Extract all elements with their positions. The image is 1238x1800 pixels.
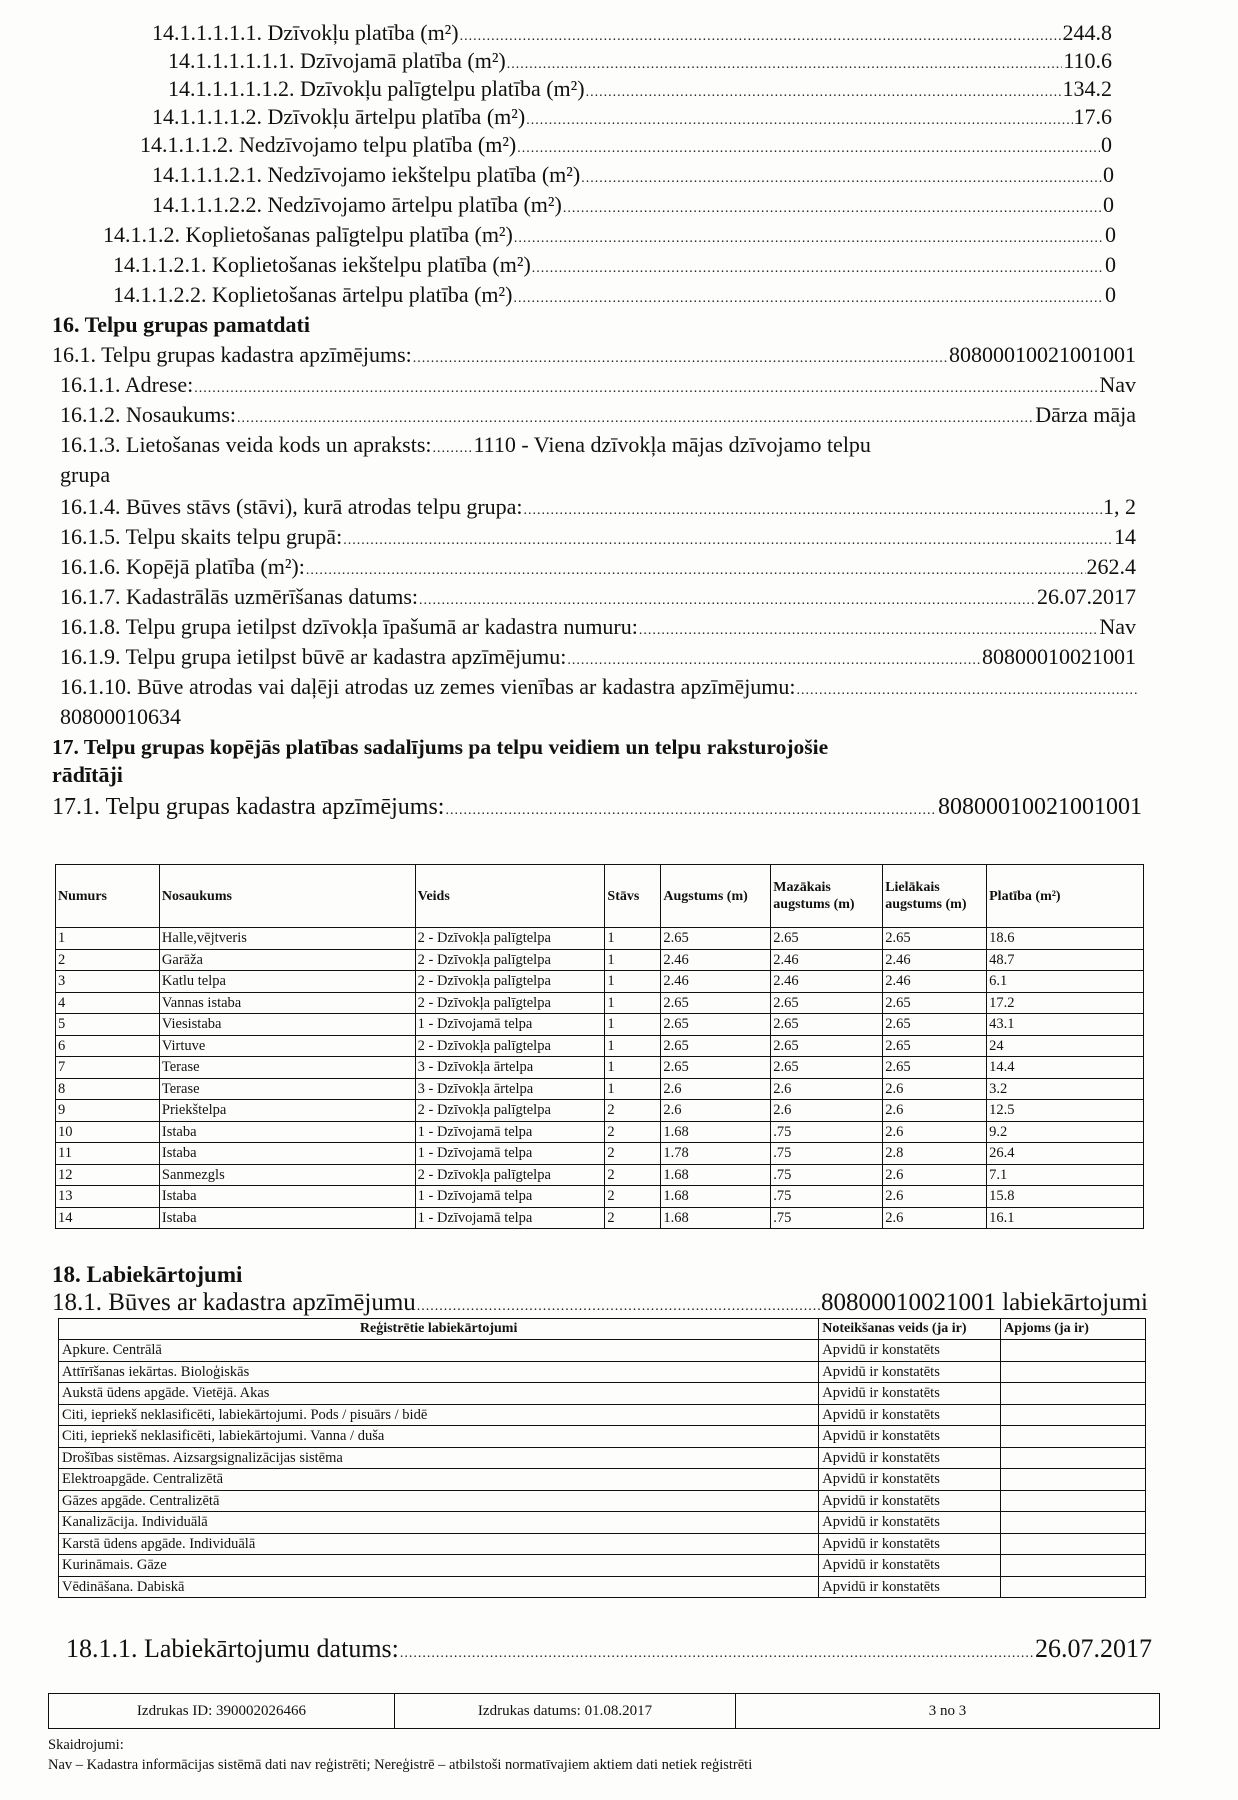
- table-cell: Apvidū ir konstatēts: [819, 1555, 1001, 1577]
- table-cell: [1001, 1447, 1146, 1469]
- line-label: 16.1.10. Būve atrodas vai daļēji atrodas uz zemes vienības ar kadastra apzīmējumu:: [60, 674, 796, 699]
- table-row: [56, 1100, 1144, 1122]
- table-row: [56, 1143, 1144, 1165]
- line-label: 18.1. Būves ar kadastra apzīmējumu: [52, 1289, 416, 1316]
- table-cell: 6: [56, 1035, 160, 1057]
- line-value: 0: [1101, 132, 1112, 157]
- table-cell: 2.46: [771, 949, 883, 971]
- leader-line: [60, 432, 1136, 462]
- line-value: 110.6: [1063, 48, 1112, 73]
- table-cell: 26.4: [987, 1143, 1144, 1165]
- table-cell: 1 - Dzīvojamā telpa: [415, 1121, 605, 1143]
- section-17-heading: 17. Telpu grupas kopējās platības sadalījums pa telpu veidiem un telpu raksturojošie: [52, 735, 829, 759]
- column-header: Reģistrētie labiekārtojumi: [59, 1319, 819, 1340]
- line-label: 16.1.9. Telpu grupa ietilpst būvē ar kadastra apzīmējumu:: [60, 644, 567, 669]
- table-cell: 1: [605, 971, 661, 993]
- notes-text: Nav – Kadastra informācijas sistēmā dati nav reģistrēti; Nereģistrē – atbilstoši normatīvajiem aktiem dati netiek reģistrēti: [48, 1757, 753, 1773]
- column-header: Apjoms (ja ir): [1001, 1319, 1146, 1340]
- line-label: 14.1.1.1.2.1. Nedzīvojamo iekštelpu platība (m²): [152, 162, 581, 187]
- table-cell: Katlu telpa: [159, 971, 415, 993]
- table-cell: 2 - Dzīvokļa palīgtelpa: [415, 949, 605, 971]
- table-cell: 12.5: [987, 1100, 1144, 1122]
- table-cell: Terase: [159, 1057, 415, 1079]
- table-cell: Karstā ūdens apgāde. Individuālā: [59, 1533, 819, 1555]
- table-cell: Apvidū ir konstatēts: [819, 1404, 1001, 1426]
- table-cell: 2.6: [883, 1164, 987, 1186]
- table-cell: 2.46: [883, 949, 987, 971]
- table-row: [59, 1340, 1146, 1362]
- table-cell: Halle,vējtveris: [159, 928, 415, 950]
- print-id: Izdrukas ID: 390002026466: [49, 1694, 395, 1728]
- table-cell: 1 - Dzīvojamā telpa: [415, 1014, 605, 1036]
- table-cell: 2.65: [771, 1035, 883, 1057]
- line-label: 16.1.8. Telpu grupa ietilpst dzīvokļa īpašumā ar kadastra numuru:: [60, 614, 638, 639]
- line-value: 14: [1114, 524, 1136, 549]
- table-cell: 2.6: [883, 1078, 987, 1100]
- column-header: Noteikšanas veids (ja ir): [819, 1319, 1001, 1340]
- table-cell: Kanalizācija. Individuālā: [59, 1512, 819, 1534]
- table-cell: 18.6: [987, 928, 1144, 950]
- table-cell: 2.65: [771, 1014, 883, 1036]
- leader-line: [140, 132, 1112, 162]
- table-cell: Istaba: [159, 1207, 415, 1229]
- column-header: Augstums (m): [661, 865, 771, 928]
- table-cell: Apvidū ir konstatēts: [819, 1361, 1001, 1383]
- column-header: Lielākais augstums (m): [883, 865, 987, 928]
- table-cell: 1.68: [661, 1121, 771, 1143]
- leader-line: [152, 162, 1114, 192]
- table-cell: 1 - Dzīvojamā telpa: [415, 1143, 605, 1165]
- table-cell: 2.46: [883, 971, 987, 993]
- leader-line: [60, 372, 1136, 402]
- leader-line: [60, 554, 1136, 584]
- table-cell: .75: [771, 1121, 883, 1143]
- table-cell: 1: [605, 949, 661, 971]
- table-cell: 2.6: [661, 1078, 771, 1100]
- column-header: Mazākais augstums (m): [771, 865, 883, 928]
- section-16-heading: 16. Telpu grupas pamatdati: [52, 312, 310, 337]
- table-cell: Sanmezgls: [159, 1164, 415, 1186]
- table-row: [59, 1533, 1146, 1555]
- table-row: [56, 928, 1144, 950]
- table-cell: .75: [771, 1186, 883, 1208]
- table-cell: 2.46: [661, 971, 771, 993]
- leader-line: [52, 342, 1136, 372]
- table-cell: Apvidū ir konstatēts: [819, 1447, 1001, 1469]
- table-cell: 2 - Dzīvokļa palīgtelpa: [415, 971, 605, 993]
- column-header: Stāvs: [605, 865, 661, 928]
- table-cell: Aukstā ūdens apgāde. Vietējā. Akas: [59, 1383, 819, 1405]
- table-row: [59, 1555, 1146, 1577]
- table-row: [59, 1426, 1146, 1448]
- table-cell: [1001, 1404, 1146, 1426]
- table-cell: 2.65: [883, 992, 987, 1014]
- table-row: [56, 992, 1144, 1014]
- line-value: 0: [1105, 252, 1116, 277]
- table-cell: 7: [56, 1057, 160, 1079]
- line-label: 14.1.1.1.1.1. Dzīvokļu platība (m²): [152, 20, 459, 45]
- table-cell: 2 - Dzīvokļa palīgtelpa: [415, 928, 605, 950]
- line-value: 1, 2: [1103, 494, 1136, 519]
- table-cell: 14: [56, 1207, 160, 1229]
- line-value: 26.07.2017: [1035, 1634, 1152, 1663]
- column-header: Platība (m²): [987, 865, 1144, 928]
- line-value: 26.07.2017: [1037, 584, 1136, 609]
- line-value: Nav: [1099, 614, 1136, 639]
- print-date: Izdrukas datums: 01.08.2017: [395, 1694, 736, 1728]
- leader-line: [60, 402, 1136, 432]
- table-cell: Apvidū ir konstatēts: [819, 1490, 1001, 1512]
- table-cell: 1.68: [661, 1186, 771, 1208]
- table-row: [56, 1057, 1144, 1079]
- table-cell: Istaba: [159, 1186, 415, 1208]
- table-cell: 2.65: [883, 1057, 987, 1079]
- leader-line: [168, 48, 1112, 78]
- table-cell: 3 - Dzīvokļa ārtelpa: [415, 1078, 605, 1100]
- table-cell: 2 - Dzīvokļa palīgtelpa: [415, 1035, 605, 1057]
- table-cell: 2.46: [771, 971, 883, 993]
- table-row: [59, 1490, 1146, 1512]
- table-cell: [1001, 1512, 1146, 1534]
- table-cell: 8: [56, 1078, 160, 1100]
- line-continuation: grupa: [60, 462, 111, 487]
- table-cell: 1 - Dzīvojamā telpa: [415, 1207, 605, 1229]
- notes-title: Skaidrojumi:: [48, 1737, 124, 1753]
- line-label: 14.1.1.2. Koplietošanas palīgtelpu platība (m²): [103, 222, 513, 247]
- table-cell: [1001, 1533, 1146, 1555]
- table-cell: [1001, 1469, 1146, 1491]
- line-label: 16.1. Telpu grupas kadastra apzīmējums:: [52, 342, 412, 367]
- print-footer: [48, 1693, 1160, 1729]
- line-label: 14.1.1.1.1.2. Dzīvokļu ārtelpu platība (m²): [152, 104, 526, 129]
- table-cell: Priekštelpa: [159, 1100, 415, 1122]
- table-cell: Viesistaba: [159, 1014, 415, 1036]
- table-row: [56, 1164, 1144, 1186]
- table-cell: 3.2: [987, 1078, 1144, 1100]
- table-cell: 1: [605, 992, 661, 1014]
- table-cell: Apvidū ir konstatēts: [819, 1383, 1001, 1405]
- equipment-table: [58, 1318, 1146, 1598]
- table-cell: Apvidū ir konstatēts: [819, 1512, 1001, 1534]
- table-row: [56, 1035, 1144, 1057]
- table-cell: 2.65: [883, 1014, 987, 1036]
- table-cell: .75: [771, 1207, 883, 1229]
- table-cell: Terase: [159, 1078, 415, 1100]
- table-cell: 5: [56, 1014, 160, 1036]
- table-cell: 2: [56, 949, 160, 971]
- table-cell: 11: [56, 1143, 160, 1165]
- table-cell: Apkure. Centrālā: [59, 1340, 819, 1362]
- leader-line: [60, 524, 1136, 554]
- table-cell: Apvidū ir konstatēts: [819, 1469, 1001, 1491]
- line-label: 17.1. Telpu grupas kadastra apzīmējums:: [52, 794, 445, 820]
- table-cell: 10: [56, 1121, 160, 1143]
- table-cell: 16.1: [987, 1207, 1144, 1229]
- table-cell: 2.65: [883, 928, 987, 950]
- table-cell: 1.68: [661, 1164, 771, 1186]
- table-cell: 1: [605, 928, 661, 950]
- leader-line: [152, 20, 1112, 50]
- table-cell: 2.6: [883, 1186, 987, 1208]
- table-cell: 1.68: [661, 1207, 771, 1229]
- table-row: [56, 1078, 1144, 1100]
- line-label: 14.1.1.1.2. Nedzīvojamo telpu platība (m²): [140, 132, 517, 157]
- table-cell: [1001, 1490, 1146, 1512]
- table-cell: 48.7: [987, 949, 1144, 971]
- table-row: [56, 1186, 1144, 1208]
- line-value: 17.6: [1073, 104, 1112, 129]
- table-cell: 7.1: [987, 1164, 1144, 1186]
- table-cell: 2.65: [661, 1057, 771, 1079]
- table-cell: 2.65: [771, 1057, 883, 1079]
- leader-line: [60, 584, 1136, 614]
- table-cell: Virtuve: [159, 1035, 415, 1057]
- table-cell: 1 - Dzīvojamā telpa: [415, 1186, 605, 1208]
- leader-line: [52, 794, 1142, 824]
- table-row: [59, 1576, 1146, 1598]
- table-cell: 2.8: [883, 1143, 987, 1165]
- table-cell: 1: [605, 1035, 661, 1057]
- table-cell: 2.6: [883, 1100, 987, 1122]
- table-cell: Vēdināšana. Dabiskā: [59, 1576, 819, 1598]
- table-cell: 12: [56, 1164, 160, 1186]
- line-label: 16.1.6. Kopējā platība (m²):: [60, 554, 305, 579]
- table-cell: 14.4: [987, 1057, 1144, 1079]
- table-cell: Citi, iepriekš neklasificēti, labiekārtojumi. Pods / pisuārs / bidē: [59, 1404, 819, 1426]
- line-label: 16.1.5. Telpu skaits telpu grupā:: [60, 524, 343, 549]
- table-cell: Attīrīšanas iekārtas. Bioloģiskās: [59, 1361, 819, 1383]
- line-value: 134.2: [1062, 76, 1112, 101]
- table-cell: 13: [56, 1186, 160, 1208]
- line-value: 0: [1103, 162, 1114, 187]
- table-cell: .75: [771, 1143, 883, 1165]
- table-cell: [1001, 1576, 1146, 1598]
- line-continuation: 80800010634: [60, 704, 181, 729]
- line-value: 262.4: [1086, 554, 1136, 579]
- table-cell: 2.65: [661, 1035, 771, 1057]
- line-label: 18.1.1. Labiekārtojumu datums:: [66, 1634, 399, 1663]
- section-17-heading-cont: rādītāji: [52, 762, 123, 787]
- leader-line: [52, 1290, 1148, 1320]
- table-header-row: [56, 865, 1144, 928]
- table-cell: Elektroapgāde. Centralizētā: [59, 1469, 819, 1491]
- line-value: Dārza māja: [1035, 402, 1136, 427]
- table-cell: 2 - Dzīvokļa palīgtelpa: [415, 1100, 605, 1122]
- table-cell: 2.6: [883, 1207, 987, 1229]
- table-cell: 2.46: [661, 949, 771, 971]
- leader-line: [103, 222, 1116, 252]
- leader-line: [60, 614, 1136, 644]
- table-cell: .75: [771, 1164, 883, 1186]
- table-header-row: [59, 1319, 1146, 1340]
- table-cell: 2 - Dzīvokļa palīgtelpa: [415, 1164, 605, 1186]
- table-cell: 2: [605, 1121, 661, 1143]
- table-cell: Kurināmais. Gāze: [59, 1555, 819, 1577]
- line-value: 1110 - Viena dzīvokļa mājas dzīvojamo telpu: [473, 432, 871, 457]
- table-cell: [1001, 1383, 1146, 1405]
- table-cell: 17.2: [987, 992, 1144, 1014]
- table-cell: 1: [605, 1057, 661, 1079]
- line-label: 16.1.3. Lietošanas veida kods un apraksts:: [60, 432, 432, 457]
- table-row: [59, 1447, 1146, 1469]
- table-cell: 24: [987, 1035, 1144, 1057]
- page-number: 3 no 3: [928, 1702, 967, 1719]
- table-row: [59, 1512, 1146, 1534]
- table-cell: [1001, 1555, 1146, 1577]
- table-cell: 15.8: [987, 1186, 1144, 1208]
- table-cell: 2.65: [883, 1035, 987, 1057]
- line-value: 0: [1103, 192, 1114, 217]
- column-header: Veids: [415, 865, 605, 928]
- table-row: [56, 1121, 1144, 1143]
- table-cell: [1001, 1340, 1146, 1362]
- table-cell: 4: [56, 992, 160, 1014]
- rooms-table: [55, 864, 1144, 1229]
- table-cell: [1001, 1361, 1146, 1383]
- line-value: 80800010021001001: [949, 342, 1136, 367]
- leader-line: [152, 192, 1114, 222]
- leader-line: [168, 76, 1112, 106]
- line-value: 80800010021001: [982, 644, 1136, 669]
- line-label: 14.1.1.2.1. Koplietošanas iekštelpu platība (m²): [113, 252, 531, 277]
- table-cell: Istaba: [159, 1121, 415, 1143]
- table-cell: Citi, iepriekš neklasificēti, labiekārtojumi. Vanna / duša: [59, 1426, 819, 1448]
- line-label: 14.1.1.1.2.2. Nedzīvojamo ārtelpu platība (m²): [152, 192, 562, 217]
- leader-line: [60, 644, 1136, 674]
- section-18-heading: 18. Labiekārtojumi: [52, 1262, 243, 1287]
- line-label: 14.1.1.1.1.1.2. Dzīvokļu palīgtelpu platība (m²): [168, 76, 585, 101]
- table-row: [59, 1404, 1146, 1426]
- line-value: 80800010021001001: [938, 794, 1142, 820]
- table-cell: Apvidū ir konstatēts: [819, 1426, 1001, 1448]
- line-label: 14.1.1.2.2. Koplietošanas ārtelpu platība (m²): [113, 282, 513, 307]
- table-cell: 9: [56, 1100, 160, 1122]
- table-cell: Apvidū ir konstatēts: [819, 1576, 1001, 1598]
- line-label: 16.1.7. Kadastrālās uzmērīšanas datums:: [60, 584, 419, 609]
- table-cell: 2.65: [661, 992, 771, 1014]
- table-cell: 2.65: [771, 992, 883, 1014]
- line-value: 0: [1105, 282, 1116, 307]
- table-cell: 2.65: [661, 1014, 771, 1036]
- table-row: [56, 971, 1144, 993]
- leader-line: [113, 282, 1116, 312]
- leader-line: [113, 252, 1116, 282]
- line-label: 16.1.4. Būves stāvs (stāvi), kurā atrodas telpu grupa:: [60, 494, 523, 519]
- table-cell: Vannas istaba: [159, 992, 415, 1014]
- table-row: [56, 1014, 1144, 1036]
- table-cell: 2 - Dzīvokļa palīgtelpa: [415, 992, 605, 1014]
- table-cell: 2.6: [771, 1100, 883, 1122]
- leader-line: [60, 494, 1136, 524]
- line-value: 244.8: [1062, 20, 1112, 45]
- table-cell: 1: [56, 928, 160, 950]
- line-label: 16.1.2. Nosaukums:: [60, 402, 236, 427]
- table-row: [56, 1207, 1144, 1229]
- table-cell: 1: [605, 1078, 661, 1100]
- table-cell: 3: [56, 971, 160, 993]
- table-cell: 1.78: [661, 1143, 771, 1165]
- table-cell: Drošības sistēmas. Aizsargsignalizācijas sistēma: [59, 1447, 819, 1469]
- leader-line: [66, 1634, 1152, 1669]
- table-cell: Apvidū ir konstatēts: [819, 1533, 1001, 1555]
- leader-line: [60, 674, 1140, 704]
- table-cell: 2: [605, 1186, 661, 1208]
- column-header: Nosaukums: [159, 865, 415, 928]
- table-cell: 2: [605, 1164, 661, 1186]
- table-cell: 2.6: [883, 1121, 987, 1143]
- table-row: [56, 949, 1144, 971]
- table-cell: 9.2: [987, 1121, 1144, 1143]
- table-cell: 3 - Dzīvokļa ārtelpa: [415, 1057, 605, 1079]
- table-cell: Garāža: [159, 949, 415, 971]
- line-label: 16.1.1. Adrese:: [60, 372, 194, 397]
- table-cell: Istaba: [159, 1143, 415, 1165]
- table-cell: 6.1: [987, 971, 1144, 993]
- table-row: [59, 1361, 1146, 1383]
- table-cell: 2: [605, 1143, 661, 1165]
- table-cell: 2: [605, 1100, 661, 1122]
- table-row: [59, 1469, 1146, 1491]
- leader-line: [152, 104, 1112, 134]
- table-cell: 2: [605, 1207, 661, 1229]
- table-cell: 1: [605, 1014, 661, 1036]
- table-cell: [1001, 1426, 1146, 1448]
- line-value: 0: [1105, 222, 1116, 247]
- table-cell: Apvidū ir konstatēts: [819, 1340, 1001, 1362]
- line-label: 14.1.1.1.1.1.1. Dzīvojamā platība (m²): [168, 48, 506, 73]
- table-cell: Gāzes apgāde. Centralizētā: [59, 1490, 819, 1512]
- line-value: Nav: [1099, 372, 1136, 397]
- table-cell: 2.6: [661, 1100, 771, 1122]
- line-value: 80800010021001 labiekārtojumi: [820, 1289, 1148, 1316]
- table-cell: 2.65: [661, 928, 771, 950]
- column-header: Numurs: [56, 865, 160, 928]
- table-cell: 43.1: [987, 1014, 1144, 1036]
- table-row: [59, 1383, 1146, 1405]
- table-cell: 2.6: [771, 1078, 883, 1100]
- table-cell: 2.65: [771, 928, 883, 950]
